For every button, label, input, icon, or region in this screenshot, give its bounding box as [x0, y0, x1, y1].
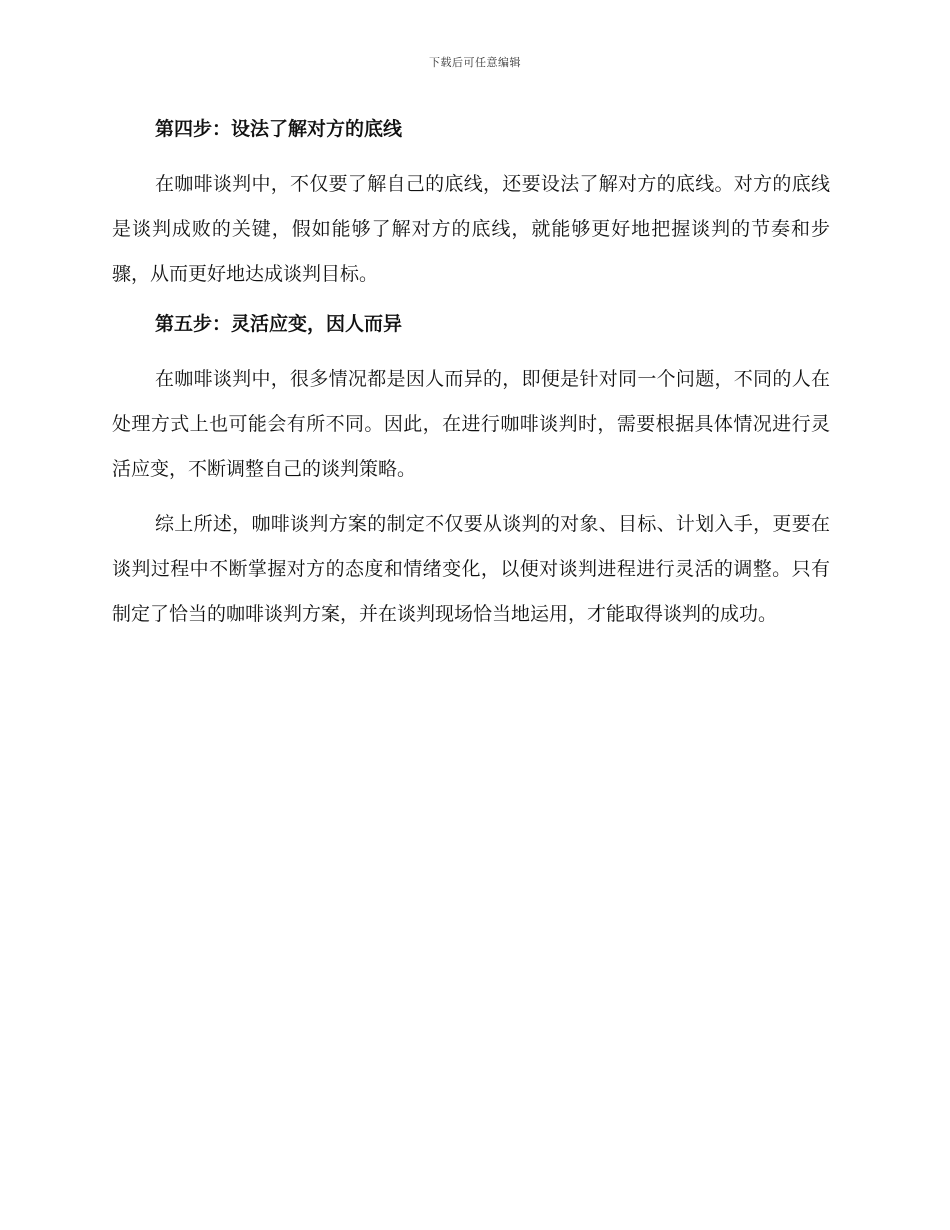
conclusion-paragraph: 综上所述，咖啡谈判方案的制定不仅要从谈判的对象、目标、计划入手，更要在谈判过程中不断掌握对方的态度和情绪变化，以便对谈判进程进行灵活的调整。只有制定了恰当的咖啡谈判方案，并在谈判现场恰当地运用，才能取得谈判的成功。: [112, 513, 830, 625]
section-paragraph-step-4: 在咖啡谈判中，不仅要了解自己的底线，还要设法了解对方的底线。对方的底线是谈判成败的关键，假如能够了解对方的底线，就能够更好地把握谈判的节奏和步骤，从而更好地达成谈判目标。: [112, 173, 830, 285]
document-body: [112, 112, 830, 647]
section-paragraph-step-5: 在咖啡谈判中，很多情况都是因人而异的，即便是针对同一个问题，不同的人在处理方式上也可能会有所不同。因此，在进行咖啡谈判时，需要根据具体情况进行灵活应变，不断调整自己的谈判策略。: [112, 368, 830, 480]
section-heading-step-4: 第四步：设法了解对方的底线: [155, 118, 403, 140]
section-heading-step-5: 第五步：灵活应变，因人而异: [155, 313, 403, 335]
header-note: 下载后可任意编辑: [429, 56, 521, 69]
